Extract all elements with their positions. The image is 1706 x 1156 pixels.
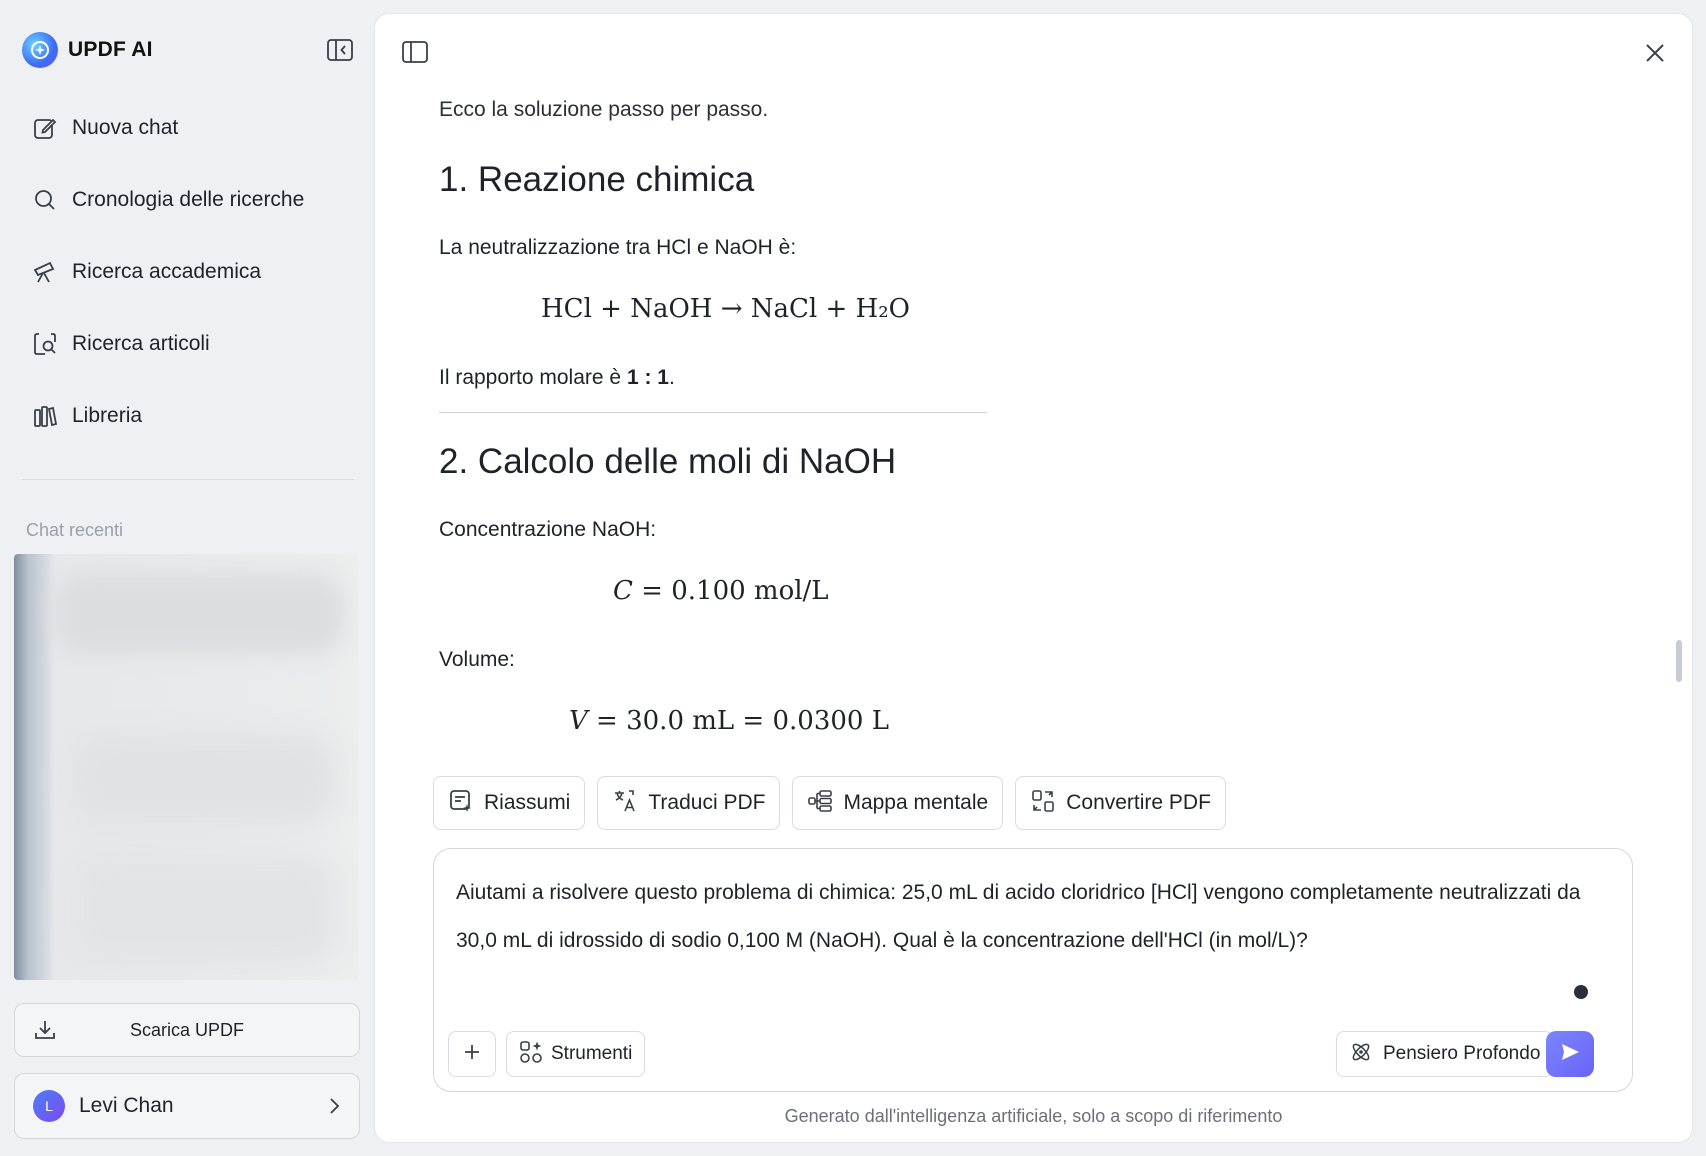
section-divider (439, 412, 987, 413)
translate-pdf-button[interactable] (597, 776, 780, 830)
collapse-sidebar-icon[interactable] (326, 38, 354, 62)
plus-icon (462, 1042, 482, 1067)
search-icon (32, 187, 58, 213)
nav-library[interactable] (18, 388, 354, 444)
document-search-icon (32, 331, 58, 357)
recent-chats-title: Chat recenti (26, 520, 124, 540)
nav-new-chat[interactable] (18, 100, 354, 156)
quick-tools (433, 776, 1226, 830)
deep-thinking-button[interactable] (1336, 1031, 1553, 1077)
chat-panel (375, 14, 1692, 1142)
send-button[interactable] (1546, 1031, 1594, 1077)
apps-icon (519, 1040, 543, 1069)
nav-academic-search[interactable] (18, 244, 354, 300)
message-composer (433, 848, 1633, 1092)
panel-toggle-icon[interactable] (401, 40, 429, 64)
download-label: Scarica UPDF (129, 1019, 245, 1040)
attach-button[interactable] (448, 1031, 496, 1077)
ai-disclaimer: Generato dall'intelligenza artificiale, solo a scopo di riferimento (784, 1106, 1283, 1126)
nav-label: Ricerca accademica (72, 260, 262, 283)
mindmap-icon (807, 788, 833, 819)
section-text: La neutralizzazione tra HCl e NaOH è: (439, 236, 797, 259)
library-icon (32, 403, 58, 429)
tools-button[interactable] (506, 1031, 645, 1077)
summarize-icon (448, 788, 474, 819)
scrollbar-thumb[interactable] (1676, 640, 1682, 682)
sidebar-divider (22, 479, 354, 480)
chevron-right-icon (329, 1096, 341, 1121)
deep-thinking-label: Pensiero Profondo (1383, 1043, 1541, 1064)
atom-icon (1349, 1040, 1373, 1069)
updf-logo-icon (22, 32, 58, 68)
nav-label: Nuova chat (72, 116, 179, 139)
nav-label: Cronologia delle ricerche (72, 188, 305, 211)
chemical-equation: HCl + NaOH → NaCl + H₂O (541, 294, 910, 324)
nav-label: Ricerca articoli (72, 332, 210, 355)
download-updf-button[interactable] (14, 1003, 360, 1057)
message-input[interactable] (456, 869, 1606, 1009)
nav-label: Libreria (72, 404, 143, 427)
tool-label: Traduci PDF (648, 791, 766, 814)
tool-label: Riassumi (484, 791, 571, 814)
download-icon (33, 1018, 57, 1047)
tool-label: Convertire PDF (1066, 791, 1211, 814)
molar-ratio-text: Il rapporto molare è 1 : 1. (439, 366, 675, 389)
send-icon (1559, 1041, 1581, 1068)
tool-label: Mappa mentale (843, 791, 989, 814)
close-icon[interactable] (1642, 40, 1668, 66)
concentration-equation: C = 0.100 mol/L (613, 576, 829, 606)
section-title: 1. Reazione chimica (439, 160, 755, 199)
recent-chats-list[interactable] (14, 554, 358, 980)
convert-pdf-button[interactable] (1015, 776, 1226, 830)
brand-name: UPDF AI (68, 38, 153, 61)
nav-search-history[interactable] (18, 172, 354, 228)
convert-icon (1030, 788, 1056, 819)
avatar: L (33, 1090, 65, 1122)
nav-article-search[interactable] (18, 316, 354, 372)
edit-icon (32, 115, 58, 141)
volume-equation: V = 30.0 mL = 0.0300 L (569, 706, 889, 736)
section-title: 2. Calcolo delle moli di NaOH (439, 442, 897, 481)
section-text: Volume: (439, 648, 515, 671)
summarize-button[interactable] (433, 776, 585, 830)
section-text: Concentrazione NaOH: (439, 518, 657, 541)
answer-intro: Ecco la soluzione passo per passo. (439, 98, 769, 121)
translate-icon (612, 788, 638, 819)
recording-dot-icon (1574, 985, 1588, 999)
brand[interactable] (22, 30, 153, 70)
sidebar-nav (18, 100, 354, 460)
mind-map-button[interactable] (792, 776, 1003, 830)
sidebar (0, 0, 372, 1156)
telescope-icon (32, 259, 58, 285)
user-profile-button[interactable] (14, 1073, 360, 1139)
user-name: Levi Chan (79, 1094, 174, 1117)
tools-label: Strumenti (551, 1043, 633, 1064)
